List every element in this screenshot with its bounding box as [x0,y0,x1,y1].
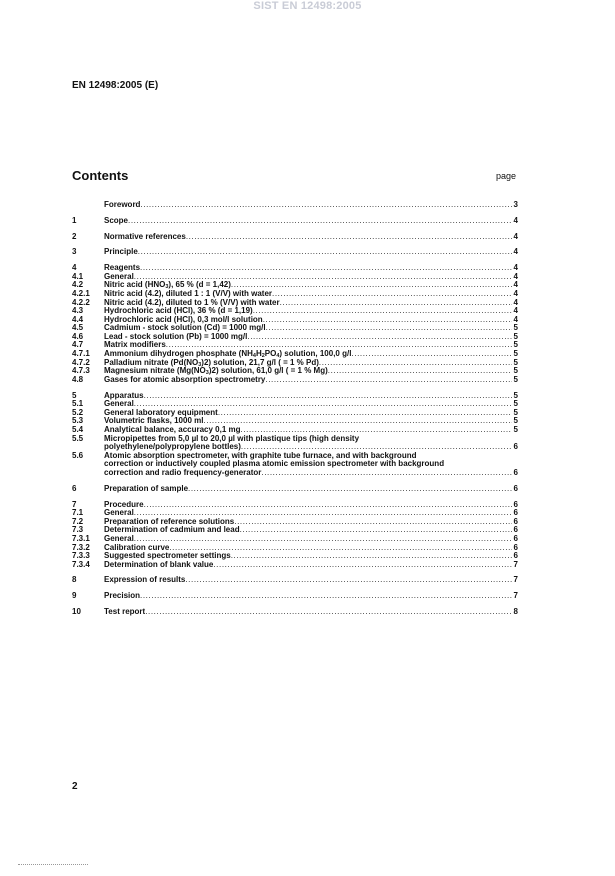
toc-entry-title [104,333,247,342]
toc-entry-page: 6 [513,516,518,526]
toc-entry-page: 6 [513,533,518,543]
toc-entry-title [104,509,134,518]
title-part: Reagents [104,264,141,273]
toc-entry[interactable] [72,501,518,510]
title-part: Preparation of sample [104,484,189,493]
dot-leader [265,376,512,385]
toc-entry-number: 7.3.4 [72,559,90,569]
toc-entry-title-continued: polyethylene/polypropylene bottles) [104,443,241,452]
toc-entry-page: 4 [513,306,518,316]
title-part: Hydrochloric acid (HCl), 0,3 mol/l solution [104,315,263,324]
title-part: Normative references [104,232,186,241]
toc-entry-title [104,535,134,544]
page-number: 2 [72,781,78,792]
toc-entry-page: 5 [513,366,518,376]
toc-entry-number: 5.2 [72,407,84,417]
toc-entry[interactable] [72,426,518,435]
toc-entry-number: 4.7 [72,340,84,350]
toc-entry[interactable] [72,518,518,527]
toc-entry-page: 4 [513,280,518,290]
dot-leader [128,217,512,226]
toc-entry[interactable] [72,409,518,418]
title-part: Volumetric flasks, 1000 ml [104,417,204,426]
toc-entry-number: 4.2.1 [72,288,90,298]
toc-entry-page: 6 [513,467,518,477]
dot-leader [166,341,512,350]
toc-entry[interactable] [72,273,518,282]
dot-leader [188,485,512,494]
toc-entry-page: 5 [513,416,518,426]
dot-leader [261,469,512,478]
title-part: Test report [104,608,146,617]
toc-entry-title [104,409,218,418]
table-of-contents [72,201,518,617]
toc-entry[interactable] [72,299,518,308]
toc-entry-page: 6 [513,499,518,509]
title-part: Calibration curve [104,543,170,552]
toc-entry-page: 5 [513,349,518,359]
subscript: 3 [205,370,209,376]
toc-entry[interactable] [72,233,518,242]
title-part: Procedure [104,500,144,509]
toc-entry-title [104,544,169,553]
dot-leader [272,290,512,299]
toc-entry[interactable] [72,608,518,617]
title-part: PO [264,350,277,359]
toc-entry-page: 6 [513,525,518,535]
toc-entry[interactable] [72,576,518,585]
dot-leader [140,592,512,601]
title-part: General [104,272,134,281]
page-title: Contents [72,168,129,183]
toc-entry-title [104,518,234,527]
toc-entry-number: 5.6 [72,450,84,460]
toc-entry-title [104,233,186,242]
toc-entry[interactable] [72,544,518,553]
toc-entry-number: 4.4 [72,314,84,324]
title-part: Apparatus [104,391,144,400]
title-part: General [104,400,134,409]
toc-entry[interactable] [72,376,518,385]
toc-entry-number: 7.3.1 [72,533,90,543]
toc-entry-title [104,217,128,226]
toc-entry-number: 5 [72,390,77,400]
toc-entry[interactable] [72,307,518,316]
toc-entry-page: 4 [513,215,518,225]
toc-entry[interactable] [72,452,518,461]
toc-entry[interactable] [72,248,518,257]
toc-entry-page: 5 [513,390,518,400]
toc-entry[interactable] [72,316,518,325]
toc-entry-title [104,561,213,570]
dot-leader [231,281,512,290]
title-part: Micropipettes from 5,0 µl to 20,0 µl with plastique tips (high density [104,434,360,443]
toc-entry[interactable] [72,290,518,299]
toc-entry-number: 4.1 [72,271,84,281]
toc-entry-page: 5 [513,357,518,367]
title-part: Hydrochloric acid (HCl), 36 % (d = 1,19) [104,307,253,316]
toc-entry-number: 6 [72,483,77,493]
title-part: H [255,350,262,359]
toc-entry-number: 7.3.2 [72,542,90,552]
toc-entry-number: 4.3 [72,306,84,316]
toc-entry-page: 4 [513,231,518,241]
title-part: Matrix modifiers [104,341,166,350]
toc-entry-title [104,281,231,290]
toc-entry-title [104,452,416,461]
toc-entry-continuation [72,443,518,452]
toc-entry-number: 7.3.3 [72,551,90,561]
toc-entry-number: 4.7.3 [72,366,90,376]
toc-entry-page: 5 [513,399,518,409]
toc-entry-title [104,552,231,561]
title-part: Principle [104,248,138,257]
title-part: )2) solution, 21,7 g/l ( = 1 % Pd) [201,358,319,367]
title-part: Suggested spectrometer settings [104,552,231,561]
toc-entry-title [104,273,134,282]
toc-entry[interactable] [72,281,518,290]
title-part: Atomic absorption spectrometer, with graphite tube furnace, and with background [104,451,417,460]
title-part: Precision [104,592,141,601]
toc-entry-number: 5.4 [72,425,84,434]
title-part: Scope [104,216,129,225]
title-part: ) solution, 100,0 g/l [279,350,352,359]
toc-entry-number: 7.3 [72,525,84,535]
toc-entry-title [104,299,280,308]
title-part: Foreword [104,201,141,209]
dot-leader [253,307,512,316]
dot-leader [247,333,512,342]
toc-entry-page: 4 [513,247,518,257]
dot-leader [134,400,512,409]
subscript: 3 [165,284,169,290]
title-part: Gases for atomic absorption spectrometry [104,375,266,384]
toc-entry-page: 6 [513,442,518,452]
toc-entry[interactable] [72,367,518,376]
toc-entry[interactable] [72,264,518,273]
toc-entry-number: 4.5 [72,323,84,333]
toc-entry-number: 3 [72,247,77,257]
toc-entry[interactable] [72,341,518,350]
dot-leader [319,359,512,368]
toc-entry-number: 2 [72,231,77,241]
toc-entry-page: 7 [513,575,518,585]
dot-leader [145,608,512,617]
toc-entry-title [104,526,240,535]
dot-leader [186,233,512,242]
title-part: Cadmium - stock solution (Cd) = 1000 mg/l [104,324,266,333]
dot-leader [169,544,512,553]
toc-entry-title [104,592,140,601]
toc-entry-title [104,264,140,273]
toc-entry-number: 7.2 [72,516,84,526]
page-column-label: page [496,171,517,181]
dot-leader [351,350,512,359]
toc-entry-page: 5 [513,425,518,434]
toc-entry-page: 6 [513,542,518,552]
toc-entry-page: 4 [513,314,518,324]
toc-entry-page: 8 [513,607,518,617]
subscript: 3 [198,361,202,368]
document-id: EN 12498:2005 (E) [72,80,159,91]
toc-entry-title [104,501,144,510]
title-part: Magnesium nitrate (Mg(NO [104,367,206,376]
title-part: General [104,534,134,543]
title-part: Palladium nitrate (Pd(NO [104,358,199,367]
toc-entry-number: 5.5 [72,433,84,443]
toc-entry-title [104,608,145,617]
toc-entry-title-continued: correction and radio frequency-generator [104,468,262,477]
title-part: Nitric acid (HNO [104,281,166,290]
title-part: Nitric acid (4.2), diluted to 1 % (V/V) with water [104,298,280,307]
toc-entry-number: 4 [72,263,77,273]
title-part: Analytical balance, accuracy 0,1 mg [104,426,241,434]
subscript: 2 [261,353,265,359]
toc-entry-page: 7 [513,591,518,601]
toc-entry-title [104,400,134,409]
toc-entry-title [104,376,265,385]
title-part: Preparation of reference solutions [104,517,235,526]
toc-entry-continuation [72,469,518,478]
dot-leader [263,316,512,325]
toc-entry[interactable] [72,359,518,368]
toc-entry-title [104,324,266,333]
toc-entry-title [104,417,203,426]
dot-leader [140,201,512,210]
toc-entry-number: 4.7.1 [72,349,90,359]
toc-entry[interactable] [72,561,518,570]
toc-entry-number: 8 [72,575,77,585]
dot-leader [144,392,512,401]
dot-leader [213,561,512,570]
toc-entry-page: 4 [513,297,518,307]
dot-leader [234,518,512,527]
toc-entry[interactable] [72,592,518,601]
toc-entry[interactable] [72,435,518,444]
title-part: General [104,509,134,518]
toc-entry-title [104,248,138,257]
toc-entry[interactable] [72,350,518,359]
dot-leader [231,552,512,561]
toc-entry-page: 6 [513,551,518,561]
title-part: Determination of cadmium and lead [104,526,240,535]
dot-leader [140,264,512,273]
dot-leader [280,299,512,308]
toc-entry-page: 7 [513,559,518,569]
toc-entry-title [104,341,166,350]
toc-entry-page: 3 [513,200,518,209]
toc-entry-number: 7.1 [72,508,84,518]
toc-entry-page: 4 [513,288,518,298]
toc-entry-number: 7 [72,499,77,509]
toc-entry-page: 5 [513,374,518,384]
toc-entry-continuation [72,460,518,469]
toc-entry-page: 5 [513,331,518,341]
dot-leader [328,367,512,376]
toc-entry-title [104,290,272,299]
toc-entry-title [104,307,253,316]
toc-entry-title [104,201,140,210]
title-part: Ammonium dihydrogen phosphate (NH [104,350,253,359]
toc-entry[interactable] [72,526,518,535]
toc-entry-number: 1 [72,215,77,225]
dot-leader [185,576,512,585]
toc-entry[interactable] [72,509,518,518]
dot-leader [134,509,512,518]
toc-entry-title [104,359,319,368]
toc-entry-page: 5 [513,407,518,417]
toc-entry-title [104,485,188,494]
title-part: General laboratory equipment [104,408,218,417]
toc-entry-title-continued: correction or inductively coupled plasma atomic emission spectrometer with background [104,460,445,469]
toc-entry-number: 9 [72,591,77,601]
toc-entry-title [104,316,263,325]
toc-entry-number: 4.2.2 [72,297,90,307]
toc-entry-number: 4.6 [72,331,84,341]
toc-entry-number: 4.8 [72,374,84,384]
toc-entry-page: 6 [513,483,518,493]
title-part: )2) solution, 61,0 g/l ( = 1 % Mg) [208,367,328,376]
toc-entry-page: 6 [513,508,518,518]
toc-entry-number: 4.2 [72,280,84,290]
title-part: ), 65 % (d = 1,42) [168,281,231,290]
toc-entry[interactable] [72,535,518,544]
toc-entry[interactable] [72,552,518,561]
dot-leader [134,273,512,282]
toc-entry[interactable] [72,201,518,210]
footer-divider [18,864,88,865]
toc-entry[interactable] [72,333,518,342]
title-part: Lead - stock solution (Pb) = 1000 mg/l [104,332,248,341]
toc-entry[interactable] [72,217,518,226]
toc-entry[interactable] [72,324,518,333]
toc-entry-page: 5 [513,340,518,350]
toc-entry-page: 5 [513,323,518,333]
toc-entry-title [104,350,351,359]
watermark: SIST EN 12498:2005 [253,0,362,12]
dot-leader [144,501,512,510]
toc-entry-title [104,426,241,435]
toc-entry-page: 4 [513,263,518,273]
dot-leader [241,426,512,435]
toc-entry[interactable] [72,400,518,409]
toc-entry-number: 10 [72,607,81,617]
title-part: Nitric acid (4.2), diluted 1 : 1 (V/V) with water [104,289,273,298]
toc-entry[interactable] [72,417,518,426]
dot-leader [203,417,512,426]
toc-entry-number: 4.7.2 [72,357,90,367]
toc-entry-number: 5.1 [72,399,84,409]
toc-entry[interactable] [72,392,518,401]
dot-leader [134,535,512,544]
title-part: Expression of results [104,576,186,585]
toc-entry-number: 5.3 [72,416,84,426]
toc-entry[interactable] [72,485,518,494]
subscript: 4 [252,353,256,359]
toc-entry-title [104,367,328,376]
toc-entry-title [104,435,359,444]
subscript: 4 [276,353,280,359]
dot-leader [218,409,512,418]
dot-leader [241,443,512,452]
dot-leader [240,526,512,535]
toc-entry-page: 4 [513,271,518,281]
toc-entry-title [104,392,144,401]
title-part: Determination of blank value [104,560,214,569]
dot-leader [138,248,512,257]
toc-entry-title [104,576,185,585]
dot-leader [266,324,512,333]
